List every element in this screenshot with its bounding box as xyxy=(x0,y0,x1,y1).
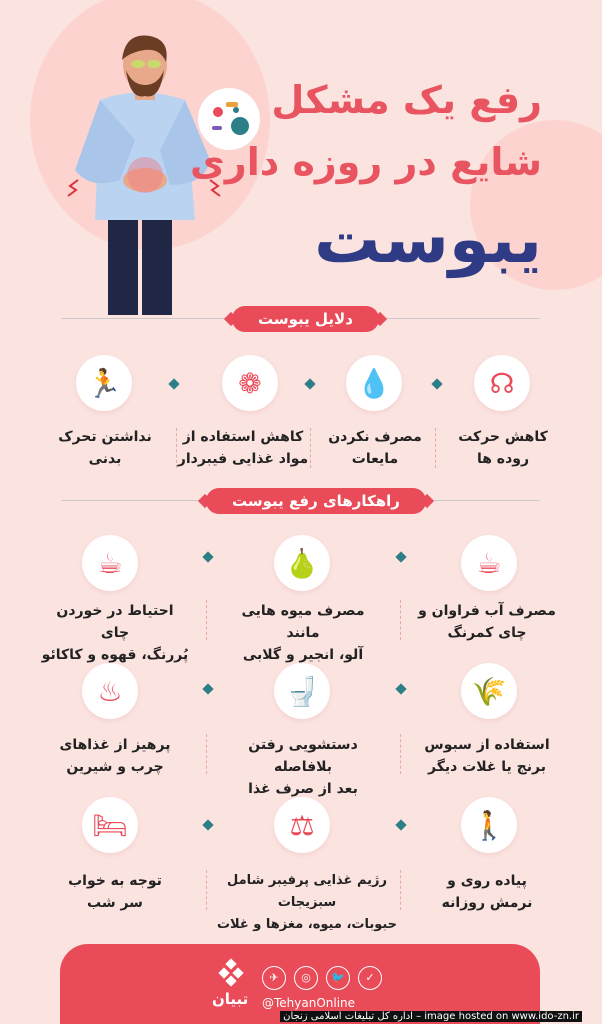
walking-icon: 🚶 xyxy=(461,797,517,853)
column-divider xyxy=(206,600,207,640)
separator-dot xyxy=(431,378,442,389)
hosting-credit: image hosted on www.ido-zn.ir – اداره کل تبلیغات اسلامی زنجان xyxy=(280,1011,582,1022)
running-icon: 🏃 xyxy=(76,355,132,411)
column-divider xyxy=(400,734,401,774)
wheat-icon: 🌾 xyxy=(461,663,517,719)
coffee-bean-icon: ☕ xyxy=(82,535,138,591)
solution-text: مصرف میوه هایی مانند آلو، انجیر و گلابی xyxy=(241,603,365,663)
solution-text: رژیم غذایی پرفیبر شامل سبزیجات حبوبات، میوه، مغزها و غلات xyxy=(216,873,398,932)
solution-text: توجه به خواب سر شب xyxy=(68,873,162,911)
verified-icon[interactable]: ✓ xyxy=(358,966,382,990)
separator-dot xyxy=(202,551,213,562)
title-line-1: رفع یک مشکل xyxy=(271,78,542,122)
tebyan-logo-icon xyxy=(216,958,246,988)
solution-text: مصرف آب فراوان و چای کمرنگ xyxy=(418,603,556,641)
telegram-icon[interactable]: ✈ xyxy=(262,966,286,990)
solutions-heading: راهکارهای رفع یبوست xyxy=(206,488,426,514)
toilet-icon: 🚽 xyxy=(274,663,330,719)
bed-icon: 🛏 xyxy=(82,797,138,853)
scale-icon: ⚖ xyxy=(274,797,330,853)
separator-dot xyxy=(395,551,406,562)
separator-dot xyxy=(168,378,179,389)
lettuce-icon: ❁ xyxy=(222,355,278,411)
column-divider xyxy=(206,734,207,774)
tea-cup-icon: ☕ xyxy=(461,535,517,591)
separator-dot xyxy=(202,819,213,830)
cause-text: نداشتن تحرک بدنی xyxy=(58,429,152,467)
social-handle: @TehyanOnline xyxy=(262,996,356,1010)
solution-text: پرهیز از غذاهای چرب و شیرین xyxy=(59,737,171,775)
twitter-icon[interactable]: 🐦 xyxy=(326,966,350,990)
causes-heading: دلایل یبوست xyxy=(232,306,379,332)
main-title: یبوست xyxy=(314,201,542,278)
cause-text: کاهش حرکت روده ها xyxy=(458,429,548,467)
cooking-pot-icon: ♨ xyxy=(82,663,138,719)
separator-dot xyxy=(395,819,406,830)
intestine-icon: ☊ xyxy=(474,355,530,411)
column-divider xyxy=(206,870,207,910)
solution-text: دستشویی رفتن بلافاصله بعد از صرف غذا xyxy=(248,737,358,797)
cause-text: کاهش استفاده از مواد غذایی فیبردار xyxy=(177,429,309,467)
separator-dot xyxy=(395,683,406,694)
tebyan-logo-text: تبیان xyxy=(212,990,249,1008)
separator-dot xyxy=(304,378,315,389)
title-line-2: شایع در روزه داری xyxy=(190,140,542,184)
solution-text: پیاده روی و نرمش روزانه xyxy=(441,873,533,911)
pear-icon: 🍐 xyxy=(274,535,330,591)
water-drop-icon: 💧 xyxy=(346,355,402,411)
solution-text: احتیاط در خوردن چای پُررنگ، قهوه و کاکائو xyxy=(41,603,189,663)
column-divider xyxy=(400,600,401,640)
solution-text: استفاده از سبوس برنج یا غلات دیگر xyxy=(424,737,550,775)
instagram-icon[interactable]: ◎ xyxy=(294,966,318,990)
separator-dot xyxy=(202,683,213,694)
cause-text: مصرف نکردن مایعات xyxy=(328,429,422,467)
